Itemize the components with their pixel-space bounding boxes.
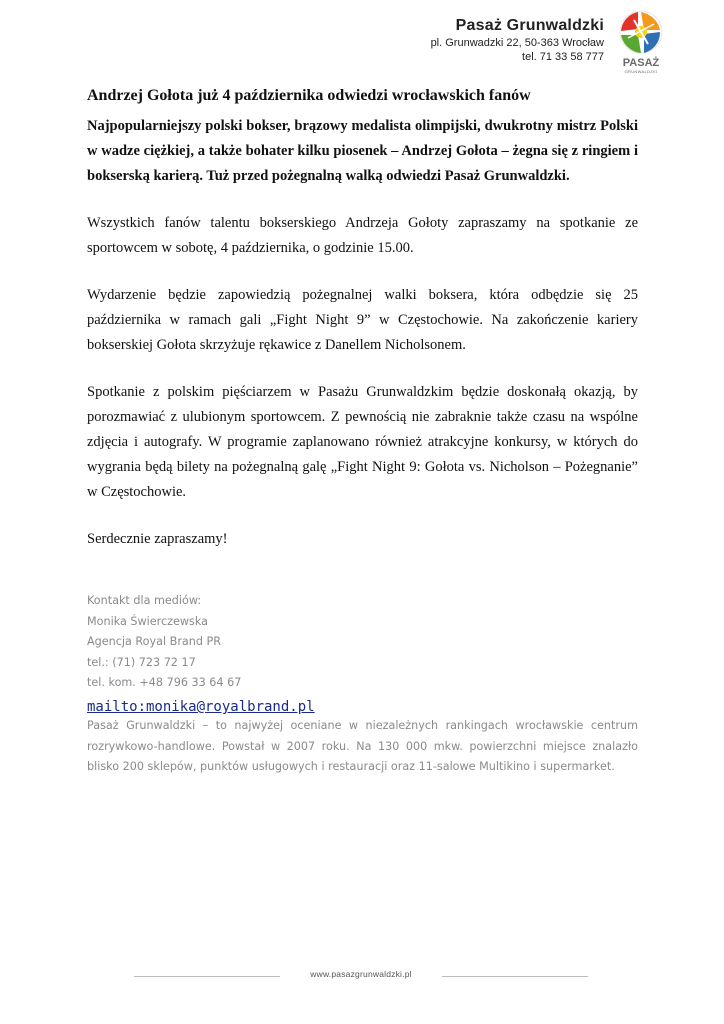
letterhead [431,16,604,64]
contact-phone: tel.: (71) 723 72 17 [87,655,196,669]
page-footer [134,968,588,984]
article-paragraph: Wszystkich fanów talentu bokserskiego Andrzeja Gołoty zapraszamy na spotkanie ze sportowcem w sobotę, 4 października, o godzinie 15.00. [87,215,638,256]
footer-url: www.pasazgrunwaldzki.pl [310,969,412,979]
brand-address: pl. Grunwadzki 22, 50-363 Wrocław [430,37,604,49]
contact-email-link[interactable]: mailto:monika@royalbrand.pl [87,698,315,715]
article-lead: Najpopularniejszy polski bokser, brązowy medalista olimpijski, dwukrotny mistrz Polski w wadze ciężkiej, a także bohater kilku piosenek – Andrzej Gołota – żegna się z ringiem i bokserską karierą. Tuż przed pożegnalną walką odwiedzi Pasaż Grunwaldzki. [87,118,638,184]
logo-wordmark: PASAŻ [622,57,660,69]
contact-agency: Agencja Royal Brand PR [87,635,222,649]
brand-name: Pasaż Grunwaldzki [455,17,604,34]
footer-divider-right [442,976,588,977]
article-paragraph: Wydarzenie będzie zapowiedzią pożegnalnej walki boksera, która odbędzie się 25 października w ramach gali „Fight Night 9” w Częstochowie. Na zakończenie kariery bokserskiej Gołota skrzyżuje rękawice z Danellem Nicholsonem. [87,287,638,353]
media-contact [87,591,638,719]
contact-heading: Kontakt dla mediów: [87,594,202,607]
contact-name: Monika Świerczewska [87,614,209,628]
logo-subtext: GRUNWALDZKI [624,69,658,74]
contact-mobile: tel. kom. +48 796 33 64 67 [87,676,242,690]
article-paragraph: Spotkanie z polskim pięściarzem w Pasażu Grunwaldzkim będzie doskonałą okazją, by porozmawiać z ulubionym sportowcem. Z pewnością nie zabraknie także czasu na wspólne zdjęcia i autografy. W programie zaplanowano również atrakcyjne konkursy, w których do wygrania będą bilety na pożegnalną galę „Fight Night 9: Gołota vs. Nicholson – Pożegnanie” w Częstochowie. [87,384,638,500]
pasaz-logo [614,8,668,76]
press-release-body [87,86,638,552]
logo-mark-icon [614,8,668,58]
about-company: Pasaż Grunwaldzki – to najwyżej oceniane w niezależnych rankingach wrocławskie centrum rozrywkowo-handlowe. Powstał w 2007 roku. Na 130 000 mkw. powierzchni miejsce znalazło blisko 200 sklepów, punktów usługowych i restauracji oraz 11-salowe Multikino i supermarket. [87,719,638,774]
article-title: Andrzej Gołota już 4 października odwiedzi wrocławskich fanów [87,87,531,104]
article-closing: Serdecznie zapraszamy! [87,531,228,547]
brand-phone: tel. 71 33 58 777 [522,51,604,63]
